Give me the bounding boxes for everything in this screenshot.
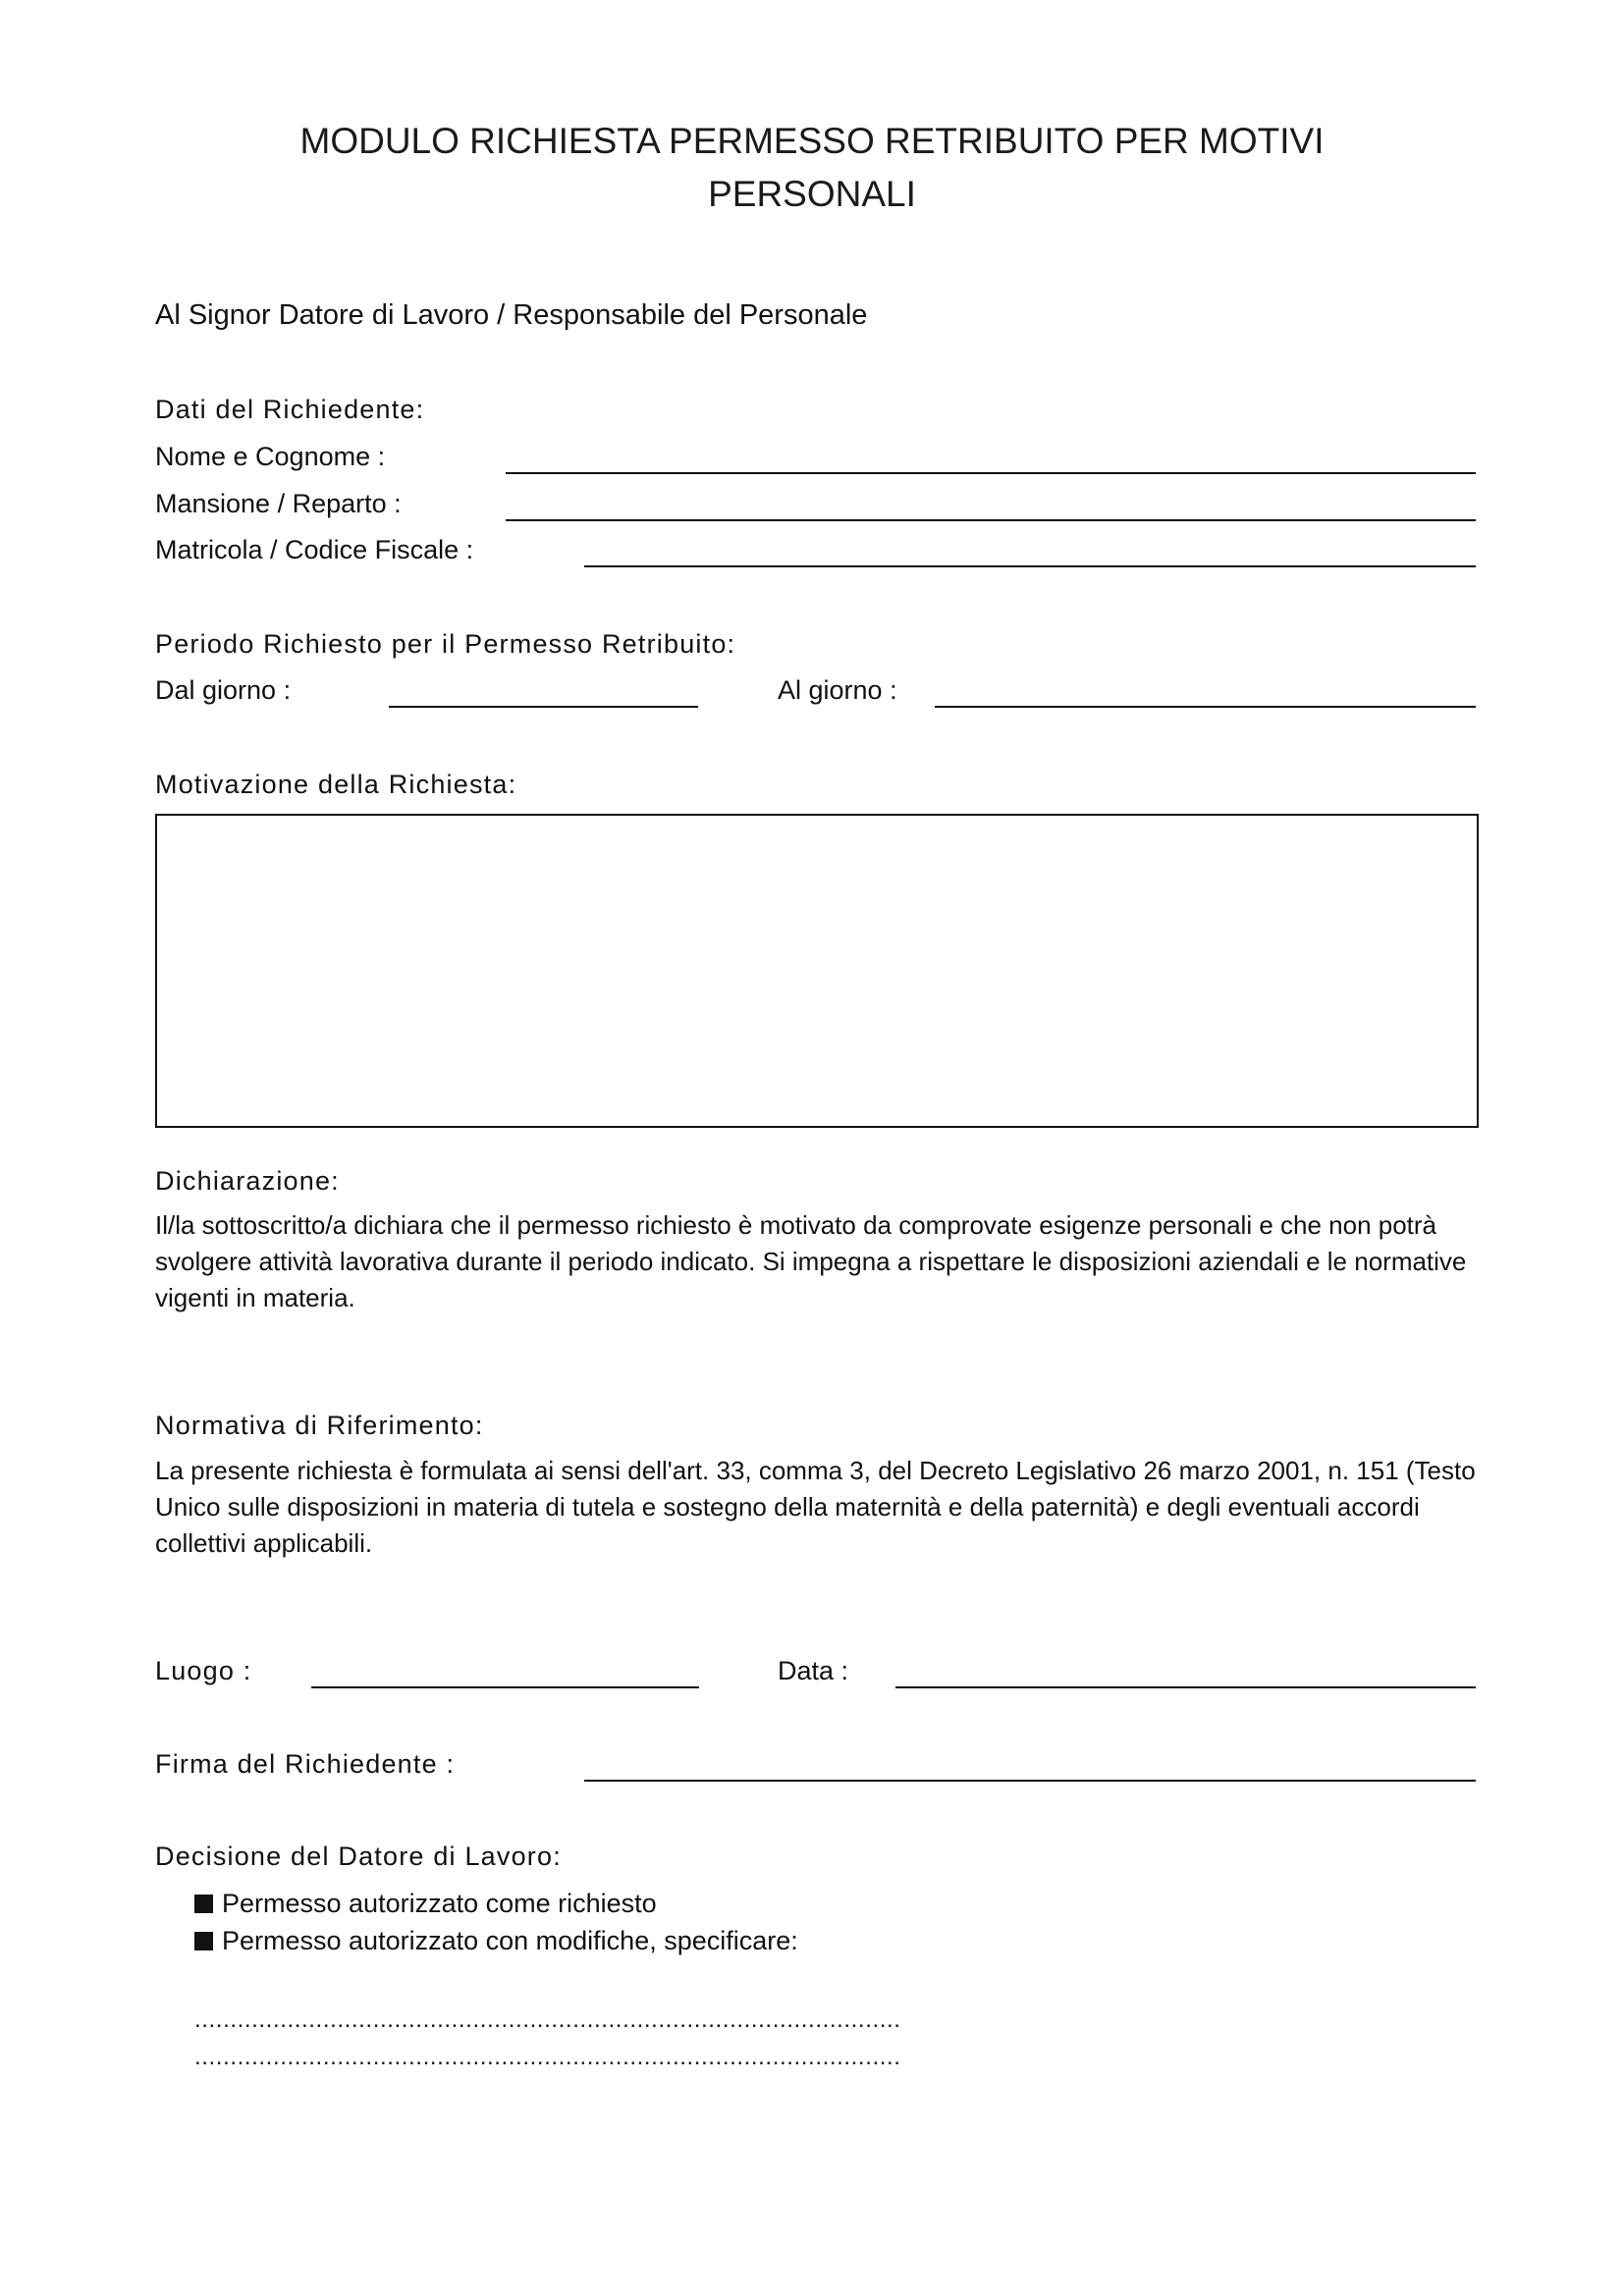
period-heading: Periodo Richiesto per il Permesso Retribuito: [155,629,736,659]
id-label: Matricola / Codice Fiscale : [155,535,474,564]
decision-option-modified-label: Permesso autorizzato con modifiche, specificare: [222,1926,798,1955]
dotted-line-1[interactable]: ................................................................................................... [194,2008,901,2032]
checkbox-square-icon[interactable] [194,1932,213,1950]
decision-option-approved[interactable] [194,1887,657,1920]
decision-option-approved-label: Permesso autorizzato come richiesto [222,1889,657,1918]
regulation-text: La presente richiesta è formulata ai sensi dell'art. 33, comma 3, del Decreto Legislativo 26 marzo 2001, n. 151 (Testo Unico sulle disposizioni in materia di tutela e sostegno della maternità e della paternità) e degli eventuali accordi collettivi applicabili. [155,1456,1476,1558]
addressee: Al Signor Datore di Lavoro / Responsabile del Personale [155,299,868,331]
place-field-line[interactable] [311,1686,699,1688]
role-label: Mansione / Reparto : [155,489,402,518]
from-date-label: Dal giorno : [155,675,292,705]
dotted-line-2[interactable]: ................................................................................................... [194,2046,901,2069]
to-date-label: Al giorno : [778,675,897,705]
regulation-heading: Normativa di Riferimento: [155,1411,484,1440]
motivation-text-box[interactable] [155,814,1479,1128]
declaration-heading: Dichiarazione: [155,1166,340,1196]
role-field-line[interactable] [506,519,1476,521]
signature-label: Firma del Richiedente : [155,1749,456,1779]
to-date-field-line[interactable] [935,706,1476,708]
from-date-field-line[interactable] [389,706,698,708]
decision-option-modified[interactable] [194,1924,798,1957]
applicant-heading: Dati del Richiedente: [155,395,425,424]
name-label: Nome e Cognome : [155,442,386,471]
form-title-line-1: MODULO RICHIESTA PERMESSO RETRIBUITO PER MOTIVI [299,121,1325,161]
decision-heading: Decisione del Datore di Lavoro: [155,1842,562,1871]
id-field-line[interactable] [584,565,1476,567]
form-title-line-2: PERSONALI [708,174,916,214]
signature-field-line[interactable] [584,1780,1476,1782]
place-label: Luogo : [155,1656,252,1685]
date-label: Data : [778,1656,849,1685]
checkbox-square-icon[interactable] [194,1895,213,1913]
motivation-heading: Motivazione della Richiesta: [155,770,517,799]
date-field-line[interactable] [895,1686,1476,1688]
name-field-line[interactable] [506,472,1476,474]
declaration-text: Il/la sottoscritto/a dichiara che il permesso richiesto è motivato da comprovate esigenze personali e che non potrà svolgere attività lavorativa durante il periodo indicato. Si impegna a rispettare le disposizioni aziendali e le normative vigenti in materia. [155,1210,1467,1312]
